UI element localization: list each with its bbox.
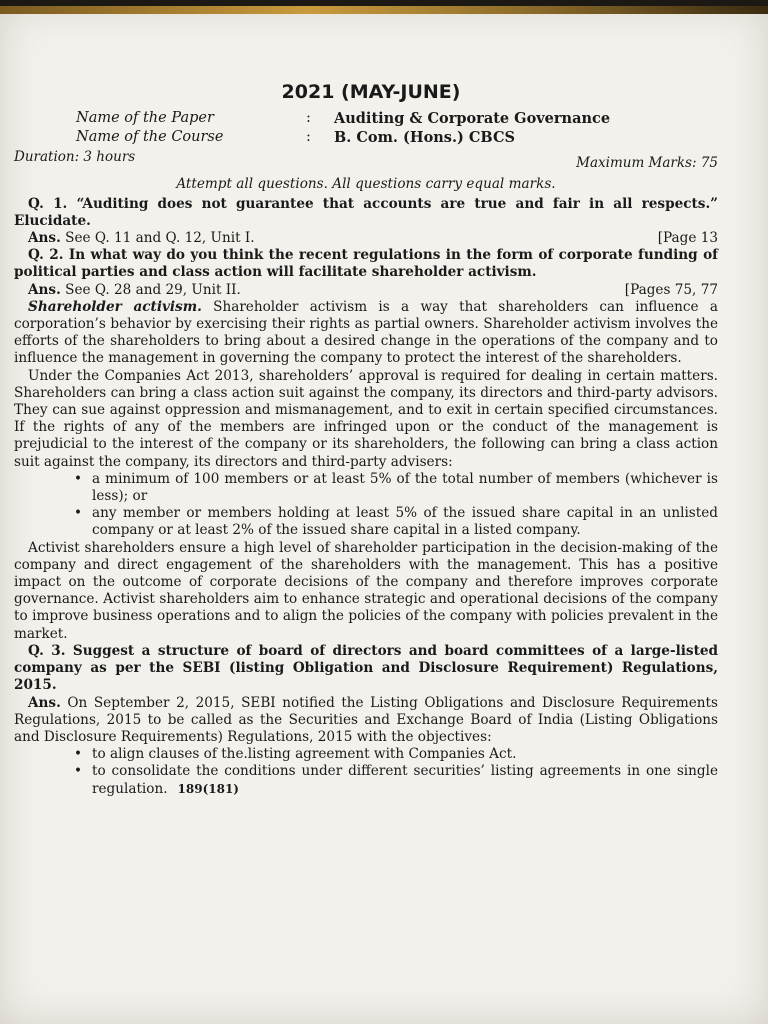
answer-3-text: On September 2, 2015, SEBI notified the Listing Obligations and Disclosure Requirements Regulations, 2015 to be called as the Securities and Exchange Board of India (Listing Obligations and Disclosure Requirements) Regulations, 2015 with the objectives: <box>14 694 719 745</box>
paragraph-activism <box>14 299 718 368</box>
paragraph-activist-shareholders: Activist shareholders ensure a high level of shareholder participation in the decision-making of the company and direct engagement of the shareholders with the management. This has a positive impact on the outcome of corporate decisions of the company and therefore improves corporate governance. Activist shareholders aim to enhance strategic and operational decisions of the company to improve business operations and to align the policies of the company with policies prevalent in the market. <box>14 539 718 642</box>
term-shareholder-activism: Shareholder activism. <box>28 298 202 315</box>
list-item <box>92 763 718 797</box>
paper-label: Name of the Paper <box>76 110 214 127</box>
question-2-text: Q. 2. In what way do you think the recent regulations in the form of corporate funding of political parties and class action will facilitate shareholder activism. <box>14 247 718 281</box>
answer-3 <box>14 695 718 747</box>
course-value: B. Com. (Hons.) CBCS <box>334 129 515 147</box>
question-2 <box>14 247 718 281</box>
question-1-text: Q. 1. “Auditing does not guarantee that accounts are true and fair in all respects.” Elucidate. <box>14 195 718 229</box>
answer-2-page: [Pages 75, 77 <box>624 281 718 298</box>
paragraph-activism-text: Shareholder activism is a way that shareholders can influence a corporation’s behavior by exercising their rights as partial owners. Shareholder activism involves the efforts of the shareholders to bring about a desired change in the operations of the company and to influence the management in governing the company to protect the interest of the shareholders. <box>14 298 718 367</box>
book-page <box>0 6 768 1024</box>
bullet-list-1 <box>14 471 718 540</box>
question-3 <box>14 643 718 695</box>
duration-row <box>14 149 718 172</box>
list-item-text: to consolidate the conditions under different securities’ listing agreements in one single regulation. <box>92 763 718 797</box>
ans-label: Ans. <box>28 694 61 711</box>
course-label: Name of the Course <box>76 129 224 146</box>
page-number: 189(181) <box>177 781 239 796</box>
list-item: • a minimum of 100 members or at least 5% of the total number of members (whichever is less); or <box>92 471 718 505</box>
answer-1-ref: See Q. 11 and Q. 12, Unit I. <box>65 230 255 247</box>
paragraph-companies-act: Under the Companies Act 2013, shareholders’ approval is required for dealing in certain matters. Shareholders can bring a class action suit against the company, its directors and third-party advisors. They can sue against oppression and mismanagement, and to exit in certain specified circumstances. If the rights of any of the members are infringed upon or the conduct of the management is prejudicial to the interest of the company or its shareholders, the following can bring a class action suit against the company, its directors and third-party advisers: <box>14 367 718 470</box>
max-marks: Maximum Marks: 75 <box>576 155 718 172</box>
paper-value: Auditing & Corporate Governance <box>334 110 611 128</box>
page-edge <box>0 6 768 14</box>
course-name-row <box>14 128 718 147</box>
page-content <box>14 81 719 798</box>
duration: Duration: 3 hours <box>14 149 136 166</box>
list-item: • any member or members holding at least 5% of the issued share capital in an unlisted company or at least 2% of the issued share capital in a listed company. <box>92 505 718 539</box>
question-3-text: Q. 3. Suggest a structure of board of directors and board committees of a large-listed company as per the SEBI (listing Obligation and Disclosure Requirement) Regulations, 2015. <box>14 642 718 694</box>
colon: : <box>306 110 311 127</box>
answer-2-row <box>14 282 718 299</box>
instruction: Attempt all questions. All questions carry equal marks. <box>176 176 556 193</box>
question-1 <box>14 196 718 230</box>
answer-1-page: [Page 13 <box>657 230 718 247</box>
paper-name-row <box>14 109 718 128</box>
list-item: • to align clauses of the.listing agreement with Companies Act. <box>92 746 718 763</box>
answer-1-row <box>14 230 718 247</box>
bullet-list-2 <box>14 746 718 798</box>
ans-label: Ans. <box>28 281 61 298</box>
exam-title: 2021 (MAY-JUNE) <box>281 81 461 103</box>
answer-2-ref: See Q. 28 and 29, Unit II. <box>65 281 241 298</box>
colon: : <box>306 129 311 146</box>
ans-label: Ans. <box>28 230 61 247</box>
